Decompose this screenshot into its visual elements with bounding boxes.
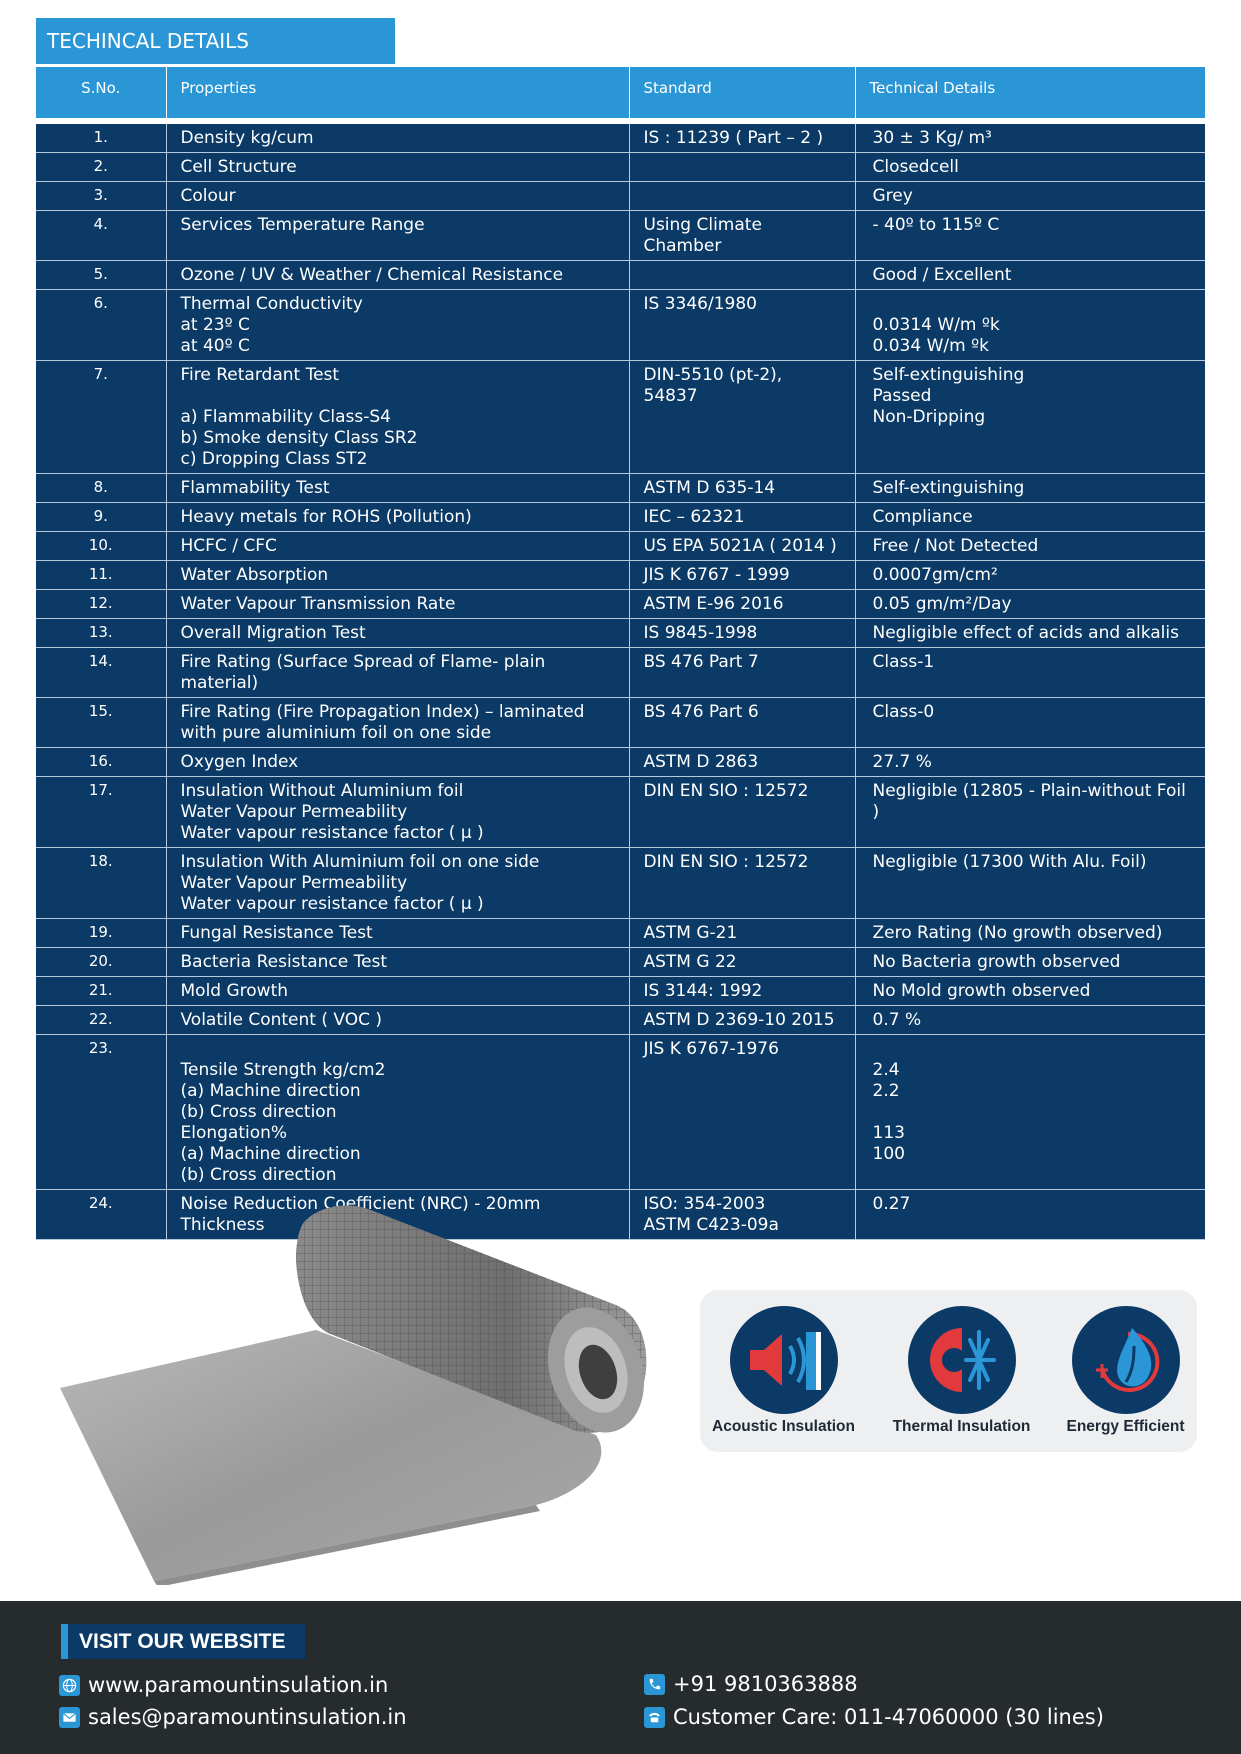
website-link[interactable] [59,1673,388,1697]
row-property: Volatile Content ( VOC ) [166,1006,629,1035]
feature-label: Acoustic Insulation [712,1418,855,1435]
row-technical-detail: 27.7 % [855,748,1205,777]
row-sno: 4. [36,211,166,261]
feature-label: Thermal Insulation [892,1418,1031,1435]
row-property: Density kg/cum [166,124,629,153]
table-row [36,919,1205,948]
sun-snowflake-icon [908,1306,1016,1414]
table-row [36,261,1205,290]
table-row [36,182,1205,211]
row-technical-detail: Class-1 [855,648,1205,698]
feature-icons-panel [700,1290,1197,1452]
mail-icon [59,1707,80,1728]
row-sno: 3. [36,182,166,211]
row-standard: BS 476 Part 6 [629,698,855,748]
row-property: Thermal Conductivity at 23º C at 40º C [166,290,629,361]
row-standard: Using Climate Chamber [629,211,855,261]
row-technical-detail: Negligible (12805 - Plain-without Foil ) [855,777,1205,848]
leaf-drop-icon [1072,1306,1180,1414]
email-text: sales@paramountinsulation.in [88,1705,407,1729]
row-property: Mold Growth [166,977,629,1006]
row-standard: IS : 11239 ( Part – 2 ) [629,124,855,153]
email-link[interactable] [59,1705,407,1729]
row-technical-detail: Self-extinguishing [855,474,1205,503]
row-technical-detail: Compliance [855,503,1205,532]
row-sno: 13. [36,619,166,648]
table-row [36,474,1205,503]
table-row [36,648,1205,698]
row-sno: 6. [36,290,166,361]
row-standard: JIS K 6767 - 1999 [629,561,855,590]
table-row [36,532,1205,561]
foam-roll-image [56,1205,656,1585]
row-technical-detail: No Mold growth observed [855,977,1205,1006]
row-property: Colour [166,182,629,211]
row-sno: 12. [36,590,166,619]
row-property: Water Vapour Transmission Rate [166,590,629,619]
row-sno: 19. [36,919,166,948]
row-standard [629,261,855,290]
row-technical-detail: 0.0314 W/m ºk 0.034 W/m ºk [855,290,1205,361]
row-property: Fire Retardant Test a) Flammability Class-S4 b) Smoke density Class SR2 c) Dropping Class ST2 [166,361,629,474]
row-technical-detail: - 40º to 115º C [855,211,1205,261]
row-sno: 11. [36,561,166,590]
row-sno: 18. [36,848,166,919]
technical-details-table [36,67,1205,1240]
row-standard: BS 476 Part 7 [629,648,855,698]
row-technical-detail: Grey [855,182,1205,211]
row-sno: 7. [36,361,166,474]
table-row [36,590,1205,619]
row-property: Oxygen Index [166,748,629,777]
header-standard: Standard [629,67,855,118]
row-standard: US EPA 5021A ( 2014 ) [629,532,855,561]
row-property: Services Temperature Range [166,211,629,261]
table-row [36,503,1205,532]
phone-icon [644,1674,665,1695]
header-sno: S.No. [36,67,166,118]
header-properties: Properties [166,67,629,118]
row-sno: 14. [36,648,166,698]
customer-care-text: Customer Care: 011-47060000 (30 lines) [673,1705,1104,1729]
row-sno: 23. [36,1035,166,1190]
row-technical-detail: Closedcell [855,153,1205,182]
table-row [36,977,1205,1006]
row-technical-detail: 0.27 [855,1190,1205,1240]
row-standard: ASTM D 2863 [629,748,855,777]
row-technical-detail: Zero Rating (No growth observed) [855,919,1205,948]
table-row [36,948,1205,977]
table-row [36,361,1205,474]
row-standard: IS 3346/1980 [629,290,855,361]
row-sno: 8. [36,474,166,503]
row-standard: DIN-5510 (pt-2), 54837 [629,361,855,474]
row-property: Heavy metals for ROHS (Pollution) [166,503,629,532]
table-row [36,290,1205,361]
table-header-row [36,67,1205,118]
row-technical-detail: Good / Excellent [855,261,1205,290]
row-sno: 22. [36,1006,166,1035]
row-technical-detail: 0.7 % [855,1006,1205,1035]
row-property: Ozone / UV & Weather / Chemical Resistance [166,261,629,290]
row-standard: IS 9845-1998 [629,619,855,648]
row-standard [629,153,855,182]
feature-thermal [884,1306,1039,1436]
row-property: Insulation Without Aluminium foil Water Vapour Permeability Water vapour resistance factor ( µ ) [166,777,629,848]
row-sno: 20. [36,948,166,977]
row-standard: ASTM G-21 [629,919,855,948]
row-sno: 5. [36,261,166,290]
row-property: Water Absorption [166,561,629,590]
row-technical-detail: 0.0007gm/cm² [855,561,1205,590]
row-sno: 2. [36,153,166,182]
row-standard: IS 3144: 1992 [629,977,855,1006]
row-standard: ASTM D 635-14 [629,474,855,503]
row-property: Fungal Resistance Test [166,919,629,948]
row-standard: IEC – 62321 [629,503,855,532]
table-row [36,1035,1205,1190]
row-property: Fire Rating (Fire Propagation Index) – laminated with pure aluminium foil on one side [166,698,629,748]
row-property: Bacteria Resistance Test [166,948,629,977]
row-standard: JIS K 6767-1976 [629,1035,855,1190]
table-row [36,153,1205,182]
table-row [36,124,1205,153]
row-standard: ISO: 354-2003 ASTM C423-09a [629,1190,855,1240]
row-property: Noise Reduction Coefficient (NRC) - 20mm Thickness [166,1190,629,1240]
row-technical-detail: Self-extinguishing Passed Non-Dripping [855,361,1205,474]
row-standard: DIN EN SIO : 12572 [629,777,855,848]
row-property: Flammability Test [166,474,629,503]
row-sno: 15. [36,698,166,748]
row-technical-detail: 30 ± 3 Kg/ m³ [855,124,1205,153]
row-standard: DIN EN SIO : 12572 [629,848,855,919]
row-property: Tensile Strength kg/cm2 (a) Machine direction (b) Cross direction Elongation% (a) Machine direction (b) Cross direction [166,1035,629,1190]
row-property: Cell Structure [166,153,629,182]
table-row [36,777,1205,848]
table-row [36,619,1205,648]
feature-label: Energy Efficient [1066,1418,1185,1435]
row-sno: 16. [36,748,166,777]
table-row [36,561,1205,590]
row-sno: 10. [36,532,166,561]
row-technical-detail: Class-0 [855,698,1205,748]
row-sno: 9. [36,503,166,532]
globe-icon [59,1675,80,1696]
table-row [36,1006,1205,1035]
header-technical-details: Technical Details [855,67,1205,118]
row-technical-detail: 0.05 gm/m²/Day [855,590,1205,619]
feature-energy [1048,1306,1203,1436]
table-row [36,848,1205,919]
visit-website-heading: VISIT OUR WEBSITE [61,1624,305,1659]
row-technical-detail: Negligible effect of acids and alkalis [855,619,1205,648]
row-standard: ASTM E-96 2016 [629,590,855,619]
row-sno: 24. [36,1190,166,1240]
customer-care-link[interactable] [644,1705,1104,1729]
row-standard: ASTM D 2369-10 2015 [629,1006,855,1035]
row-property: Insulation With Aluminium foil on one side Water Vapour Permeability Water vapour resistance factor ( µ ) [166,848,629,919]
row-standard: ASTM G 22 [629,948,855,977]
phone-link[interactable] [644,1672,858,1696]
row-technical-detail: 2.4 2.2 113 100 [855,1035,1205,1190]
row-standard [629,182,855,211]
website-text: www.paramountinsulation.in [88,1673,389,1697]
footer [0,1601,1241,1754]
row-technical-detail: No Bacteria growth observed [855,948,1205,977]
row-sno: 21. [36,977,166,1006]
row-sno: 17. [36,777,166,848]
feature-acoustic [706,1306,861,1436]
table-row [36,698,1205,748]
table-body [36,118,1205,1240]
phone-text: +91 9810363888 [673,1672,858,1696]
table-row [36,211,1205,261]
telephone-icon [644,1707,665,1728]
row-property: HCFC / CFC [166,532,629,561]
row-technical-detail: Negligible (17300 With Alu. Foil) [855,848,1205,919]
row-technical-detail: Free / Not Detected [855,532,1205,561]
table-row [36,748,1205,777]
speaker-sound-icon [730,1306,838,1414]
row-property: Overall Migration Test [166,619,629,648]
row-sno: 1. [36,124,166,153]
section-title: TECHINCAL DETAILS [36,18,395,64]
row-property: Fire Rating (Surface Spread of Flame- plain material) [166,648,629,698]
